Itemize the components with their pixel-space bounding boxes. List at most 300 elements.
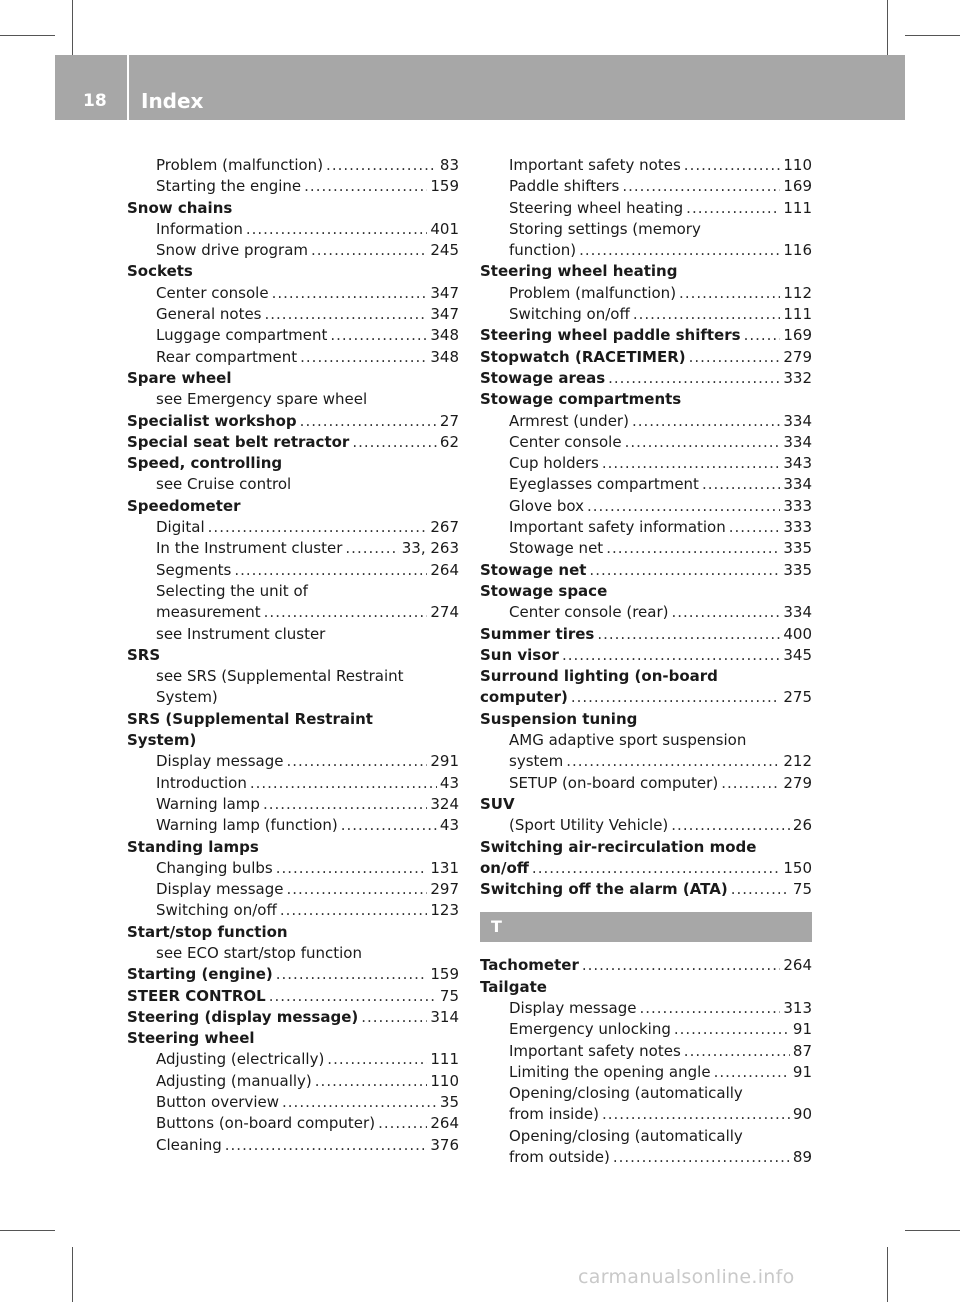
index-entry-text: Switching air-recirculation mode	[480, 837, 757, 856]
letter-heading: T	[480, 912, 812, 942]
index-entry	[127, 837, 459, 858]
index-entry-page: 35	[439, 1093, 459, 1112]
index-entry-page: 279	[783, 773, 812, 792]
index-entry-text: Important safety notes	[509, 1041, 681, 1060]
index-entry-text: Starting the engine	[156, 177, 302, 196]
dot-leader	[361, 1007, 427, 1028]
index-entry	[480, 325, 812, 346]
dot-leader	[744, 325, 781, 346]
index-entry	[127, 1071, 459, 1092]
index-entry	[127, 368, 459, 389]
index-entry-page: 159	[430, 177, 459, 196]
index-entry	[127, 496, 459, 517]
index-entry	[127, 432, 459, 453]
dot-leader	[311, 240, 427, 261]
index-entry	[127, 624, 459, 645]
index-entry-page: 27	[439, 411, 459, 430]
index-entry-text: Eyeglasses compartment	[509, 475, 699, 494]
dot-leader	[276, 964, 428, 985]
index-entry	[480, 773, 812, 794]
index-entry-text: (Sport Utility Vehicle)	[509, 816, 669, 835]
index-entry	[127, 240, 459, 261]
index-entry-text: Warning lamp	[156, 794, 260, 813]
index-entry	[480, 666, 812, 687]
index-entry	[127, 198, 459, 219]
index-entry-text: Limiting the opening angle	[509, 1062, 711, 1081]
index-entry-text: Snow chains	[127, 198, 233, 217]
index-entry-text: Speedometer	[127, 496, 241, 515]
dot-leader	[225, 1135, 428, 1156]
index-entry-text: Storing settings (memory	[509, 219, 701, 238]
index-entry-text: Steering wheel heating	[509, 198, 684, 217]
index-entry	[480, 176, 812, 197]
dot-leader	[679, 283, 780, 304]
index-entry-page: 348	[430, 326, 459, 345]
index-entry	[127, 1028, 459, 1049]
index-entry-text: see SRS (Supplemental Restraint	[156, 667, 404, 686]
index-entry	[127, 261, 459, 282]
index-entry-page: 324	[430, 794, 459, 813]
index-entry-text: Display message	[156, 880, 284, 899]
index-entry	[127, 687, 459, 708]
dot-leader	[264, 602, 428, 623]
dot-leader	[562, 645, 780, 666]
index-entry	[127, 517, 459, 538]
index-entry-page: 91	[792, 1062, 812, 1081]
index-entry-text: system	[509, 752, 564, 771]
index-entry	[127, 986, 459, 1007]
index-entry	[480, 1147, 812, 1168]
index-entry	[480, 261, 812, 282]
index-entry-page: 274	[430, 603, 459, 622]
dot-leader	[304, 176, 427, 197]
index-entry-text: In the Instrument cluster	[156, 539, 343, 558]
index-entry	[127, 922, 459, 943]
index-entry	[480, 581, 812, 602]
index-entry	[127, 815, 459, 836]
dot-leader	[729, 517, 781, 538]
dot-leader	[721, 773, 780, 794]
index-entry-text: Display message	[156, 752, 284, 771]
index-entry	[127, 794, 459, 815]
dot-leader	[571, 687, 781, 708]
index-entry	[127, 219, 459, 240]
index-entry-text: Start/stop function	[127, 922, 288, 941]
index-entry	[480, 1041, 812, 1062]
index-entry-page: 169	[783, 177, 812, 196]
index-entry-page: 314	[430, 1007, 459, 1026]
dot-leader	[602, 1104, 790, 1125]
index-entry-page: 90	[792, 1105, 812, 1124]
index-entry-page: 159	[430, 965, 459, 984]
index-entry-text: Starting (engine)	[127, 965, 273, 984]
index-entry	[480, 155, 812, 176]
index-entry	[127, 1007, 459, 1028]
index-entry	[480, 283, 812, 304]
index-entry-text: Steering wheel heating	[480, 262, 678, 281]
index-entry	[127, 858, 459, 879]
dot-leader	[263, 794, 427, 815]
index-entry	[127, 879, 459, 900]
index-entry	[127, 773, 459, 794]
dot-leader	[345, 538, 398, 559]
index-entry-text: Selecting the unit of	[156, 581, 308, 600]
index-entry-page: 116	[783, 241, 812, 260]
crop-mark	[0, 1230, 55, 1231]
dot-leader	[671, 815, 790, 836]
dot-leader	[639, 998, 780, 1019]
index-entry	[480, 368, 812, 389]
index-entry-text: SRS (Supplemental Restraint	[127, 709, 373, 728]
index-entry-text: General notes	[156, 305, 262, 324]
index-entry-text: AMG adaptive sport suspension	[509, 731, 747, 750]
index-entry	[127, 176, 459, 197]
page-number: 18	[83, 91, 107, 111]
index-entry-page: 401	[430, 219, 459, 238]
dot-leader	[330, 325, 427, 346]
index-entry-text: from inside)	[509, 1105, 599, 1124]
index-entry-page: 111	[783, 198, 812, 217]
index-entry-page: 110	[783, 156, 812, 174]
index-entry-page: 334	[783, 411, 812, 430]
index-entry	[480, 624, 812, 645]
index-entry-text: Sockets	[127, 262, 193, 281]
index-entry-text: measurement	[156, 603, 261, 622]
index-entry-page: 334	[783, 432, 812, 451]
index-entry-page: 279	[783, 347, 812, 366]
index-entry-page: 26	[792, 816, 812, 835]
index-entry-text: Speed, controlling	[127, 454, 283, 473]
dot-leader	[587, 496, 780, 517]
index-entry-text: Tailgate	[480, 977, 547, 996]
dot-leader	[246, 219, 428, 240]
index-entry-text: Center console	[156, 283, 269, 302]
index-entry	[127, 411, 459, 432]
dot-leader	[352, 432, 437, 453]
index-entry	[127, 1092, 459, 1113]
dot-leader	[613, 1147, 790, 1168]
index-entry-text: Switching off the alarm (ATA)	[480, 880, 728, 899]
index-entry	[480, 879, 812, 900]
index-entry	[480, 517, 812, 538]
index-entry	[127, 1135, 459, 1156]
index-entry-page: 111	[430, 1050, 459, 1069]
index-entry-text: Problem (malfunction)	[156, 156, 324, 174]
index-entry	[127, 645, 459, 666]
index-entry	[127, 389, 459, 410]
index-entry	[480, 304, 812, 325]
index-entry-page: 291	[430, 752, 459, 771]
index-entry	[127, 666, 459, 687]
index-entry-text: Display message	[509, 998, 637, 1017]
index-entry-text: Switching on/off	[156, 901, 277, 920]
index-entry-page: 267	[430, 518, 459, 537]
dot-leader	[378, 1113, 427, 1134]
index-entry-text: Cup holders	[509, 454, 599, 473]
dot-leader	[686, 198, 780, 219]
index-entry-text: Suspension tuning	[480, 709, 638, 728]
index-entry-text: see Cruise control	[156, 475, 292, 494]
dot-leader	[608, 368, 780, 389]
index-entry	[127, 453, 459, 474]
crop-mark	[905, 35, 960, 36]
index-entry-page: 332	[783, 368, 812, 387]
index-entry-page: 110	[430, 1071, 459, 1090]
index-entry-text: Sun visor	[480, 645, 559, 664]
index-entry-text: Important safety information	[509, 518, 726, 537]
index-entry-page: 89	[792, 1148, 812, 1167]
index-entry	[480, 730, 812, 751]
index-entry	[480, 1019, 812, 1040]
index-entry-text: Opening/closing (automatically	[509, 1084, 743, 1103]
index-entry-text: System)	[127, 731, 197, 750]
index-entry-page: 83	[439, 156, 459, 174]
dot-leader	[702, 474, 780, 495]
index-entry-text: Stopwatch (RACETIMER)	[480, 347, 686, 366]
dot-leader	[671, 602, 780, 623]
index-entry-page: 348	[430, 347, 459, 366]
index-entry-page: 343	[783, 454, 812, 473]
index-entry-text: Opening/closing (automatically	[509, 1126, 743, 1145]
index-entry-page: 43	[439, 816, 459, 835]
dot-leader	[684, 1041, 790, 1062]
index-entry-text: Steering (display message)	[127, 1007, 359, 1026]
index-entry-page: 111	[783, 305, 812, 324]
index-entry-text: Segments	[156, 560, 232, 579]
crop-mark	[0, 35, 55, 36]
index-entry-text: computer)	[480, 688, 568, 707]
index-entry-text: Spare wheel	[127, 368, 232, 387]
index-entry	[480, 687, 812, 708]
dot-leader	[625, 432, 781, 453]
index-entry	[480, 560, 812, 581]
dot-leader	[286, 879, 427, 900]
index-entry	[480, 955, 812, 976]
index-entry	[480, 837, 812, 858]
index-entry-page: 112	[783, 283, 812, 302]
index-entry	[480, 977, 812, 998]
index-entry-text: Problem (malfunction)	[509, 283, 677, 302]
index-entry-text: Tachometer	[480, 956, 579, 975]
dot-leader	[622, 176, 780, 197]
index-entry	[480, 240, 812, 261]
index-entry-page: 333	[783, 496, 812, 515]
dot-leader	[265, 304, 428, 325]
header-divider	[127, 55, 129, 120]
index-entry-text: Adjusting (manually)	[156, 1071, 312, 1090]
dot-leader	[579, 240, 780, 261]
index-entry-page: 169	[783, 326, 812, 345]
page-header	[55, 55, 905, 120]
index-column-left	[127, 155, 459, 1156]
index-entry	[127, 709, 459, 730]
index-entry-text: Glove box	[509, 496, 584, 515]
dot-leader	[633, 304, 781, 325]
index-entry-page: 275	[783, 688, 812, 707]
index-entry-page: 123	[430, 901, 459, 920]
index-entry	[127, 900, 459, 921]
index-entry	[480, 453, 812, 474]
index-entry	[480, 858, 812, 879]
index-entry-text: Stowage areas	[480, 368, 606, 387]
index-entry-text: Steering wheel	[127, 1029, 255, 1048]
index-entry	[127, 538, 459, 559]
dot-leader	[208, 517, 428, 538]
index-entry-page: 131	[430, 858, 459, 877]
dot-leader	[566, 751, 780, 772]
index-entry	[480, 389, 812, 410]
index-entry-page: 376	[430, 1135, 459, 1154]
index-entry-text: see Instrument cluster	[156, 624, 326, 643]
dot-leader	[315, 1071, 428, 1092]
index-entry	[127, 325, 459, 346]
dot-leader	[282, 1092, 437, 1113]
index-entry	[127, 347, 459, 368]
index-entry-text: Changing bulbs	[156, 858, 273, 877]
index-entry-page: 245	[430, 241, 459, 260]
index-entry	[480, 794, 812, 815]
dot-leader	[341, 815, 437, 836]
index-entry	[480, 411, 812, 432]
index-entry	[480, 474, 812, 495]
dot-leader	[300, 411, 437, 432]
index-entry-page: 264	[430, 560, 459, 579]
index-entry-text: Stowage net	[480, 560, 587, 579]
index-entry-page: 62	[439, 432, 459, 451]
index-entry-page: 33, 263	[401, 539, 459, 558]
dot-leader	[606, 538, 780, 559]
index-entry-text: Specialist workshop	[127, 411, 297, 430]
index-entry-text: Paddle shifters	[509, 177, 620, 196]
index-entry-page: 150	[783, 858, 812, 877]
index-entry	[127, 283, 459, 304]
index-entry-text: Stowage space	[480, 581, 608, 600]
index-entry	[480, 198, 812, 219]
index-entry	[480, 602, 812, 623]
crop-mark	[72, 0, 73, 55]
dot-leader	[269, 986, 437, 1007]
index-entry	[127, 943, 459, 964]
dot-leader	[689, 347, 781, 368]
dot-leader	[280, 900, 428, 921]
dot-leader	[276, 858, 428, 879]
dot-leader	[300, 347, 427, 368]
index-entry-text: Center console	[509, 432, 622, 451]
index-entry-text: Introduction	[156, 773, 247, 792]
index-entry	[480, 1083, 812, 1104]
index-entry-text: Steering wheel paddle shifters	[480, 326, 741, 345]
dot-leader	[234, 560, 427, 581]
index-entry	[127, 964, 459, 985]
index-entry	[480, 998, 812, 1019]
index-entry	[480, 1104, 812, 1125]
index-entry-page: 75	[792, 880, 812, 899]
index-entry-page: 334	[783, 603, 812, 622]
index-entry-text: Armrest (under)	[509, 411, 629, 430]
index-entry-text: SUV	[480, 794, 515, 813]
index-entry-text: Emergency unlocking	[509, 1020, 671, 1039]
index-entry	[480, 219, 812, 240]
index-entry-text: System)	[156, 688, 218, 707]
crop-mark	[72, 1247, 73, 1302]
index-entry	[127, 474, 459, 495]
index-entry-text: Warning lamp (function)	[156, 816, 338, 835]
dot-leader	[327, 1049, 427, 1070]
index-entry	[480, 751, 812, 772]
index-entry-text: Switching on/off	[509, 305, 630, 324]
dot-leader	[326, 155, 437, 176]
index-entry-page: 347	[430, 283, 459, 302]
dot-leader	[684, 155, 781, 176]
index-entry-text: STEER CONTROL	[127, 986, 266, 1005]
index-entry-text: Button overview	[156, 1093, 280, 1112]
index-entry-text: Surround lighting (on-board	[480, 667, 718, 686]
index-entry-page: 335	[783, 539, 812, 558]
index-entry-page: 264	[430, 1114, 459, 1133]
dot-leader	[731, 879, 790, 900]
dot-leader	[286, 751, 427, 772]
index-entry-text: Adjusting (electrically)	[156, 1050, 325, 1069]
index-entry-page: 297	[430, 880, 459, 899]
index-entry-text: Digital	[156, 518, 205, 537]
index-entry-text: Standing lamps	[127, 837, 259, 856]
section-title: Index	[141, 89, 204, 113]
index-entry-text: Stowage net	[509, 539, 604, 558]
index-entry-text: from outside)	[509, 1148, 610, 1167]
dot-leader	[674, 1019, 790, 1040]
index-entry	[127, 155, 459, 176]
index-entry-text: Special seat belt retractor	[127, 432, 350, 451]
index-entry-text: Luggage compartment	[156, 326, 328, 345]
index-entry-page: 345	[783, 645, 812, 664]
index-entry-page: 264	[783, 956, 812, 975]
watermark: carmanualsonline.info	[578, 1266, 795, 1288]
dot-leader	[532, 858, 780, 879]
index-entry-page: 91	[792, 1020, 812, 1039]
dot-leader	[632, 411, 780, 432]
index-entry-text: see Emergency spare wheel	[156, 390, 368, 409]
index-entry-text: Rear compartment	[156, 347, 298, 366]
index-entry-page: 400	[783, 624, 812, 643]
index-entry	[480, 1126, 812, 1147]
index-entry	[127, 1113, 459, 1134]
index-entry-text: Important safety notes	[509, 156, 681, 174]
crop-mark	[887, 1247, 888, 1302]
index-entry-page: 43	[439, 773, 459, 792]
index-entry-text: function)	[509, 241, 577, 260]
index-entry	[127, 602, 459, 623]
index-entry-text: see ECO start/stop function	[156, 943, 362, 962]
index-entry-text: Information	[156, 219, 243, 238]
index-entry-text: SRS	[127, 645, 161, 664]
index-entry-page: 334	[783, 475, 812, 494]
index-entry-text: Summer tires	[480, 624, 595, 643]
crop-mark	[905, 1230, 960, 1231]
index-entry-text: Cleaning	[156, 1135, 222, 1154]
index-entry	[480, 432, 812, 453]
index-entry-page: 335	[783, 560, 812, 579]
index-column-right	[480, 155, 812, 1168]
index-entry	[480, 645, 812, 666]
index-entry	[480, 538, 812, 559]
index-entry	[127, 1049, 459, 1070]
index-entry-text: SETUP (on-board computer)	[509, 773, 719, 792]
dot-leader	[582, 955, 781, 976]
index-entry	[480, 709, 812, 730]
dot-leader	[250, 773, 437, 794]
index-entry	[127, 730, 459, 751]
index-entry-page: 87	[792, 1041, 812, 1060]
